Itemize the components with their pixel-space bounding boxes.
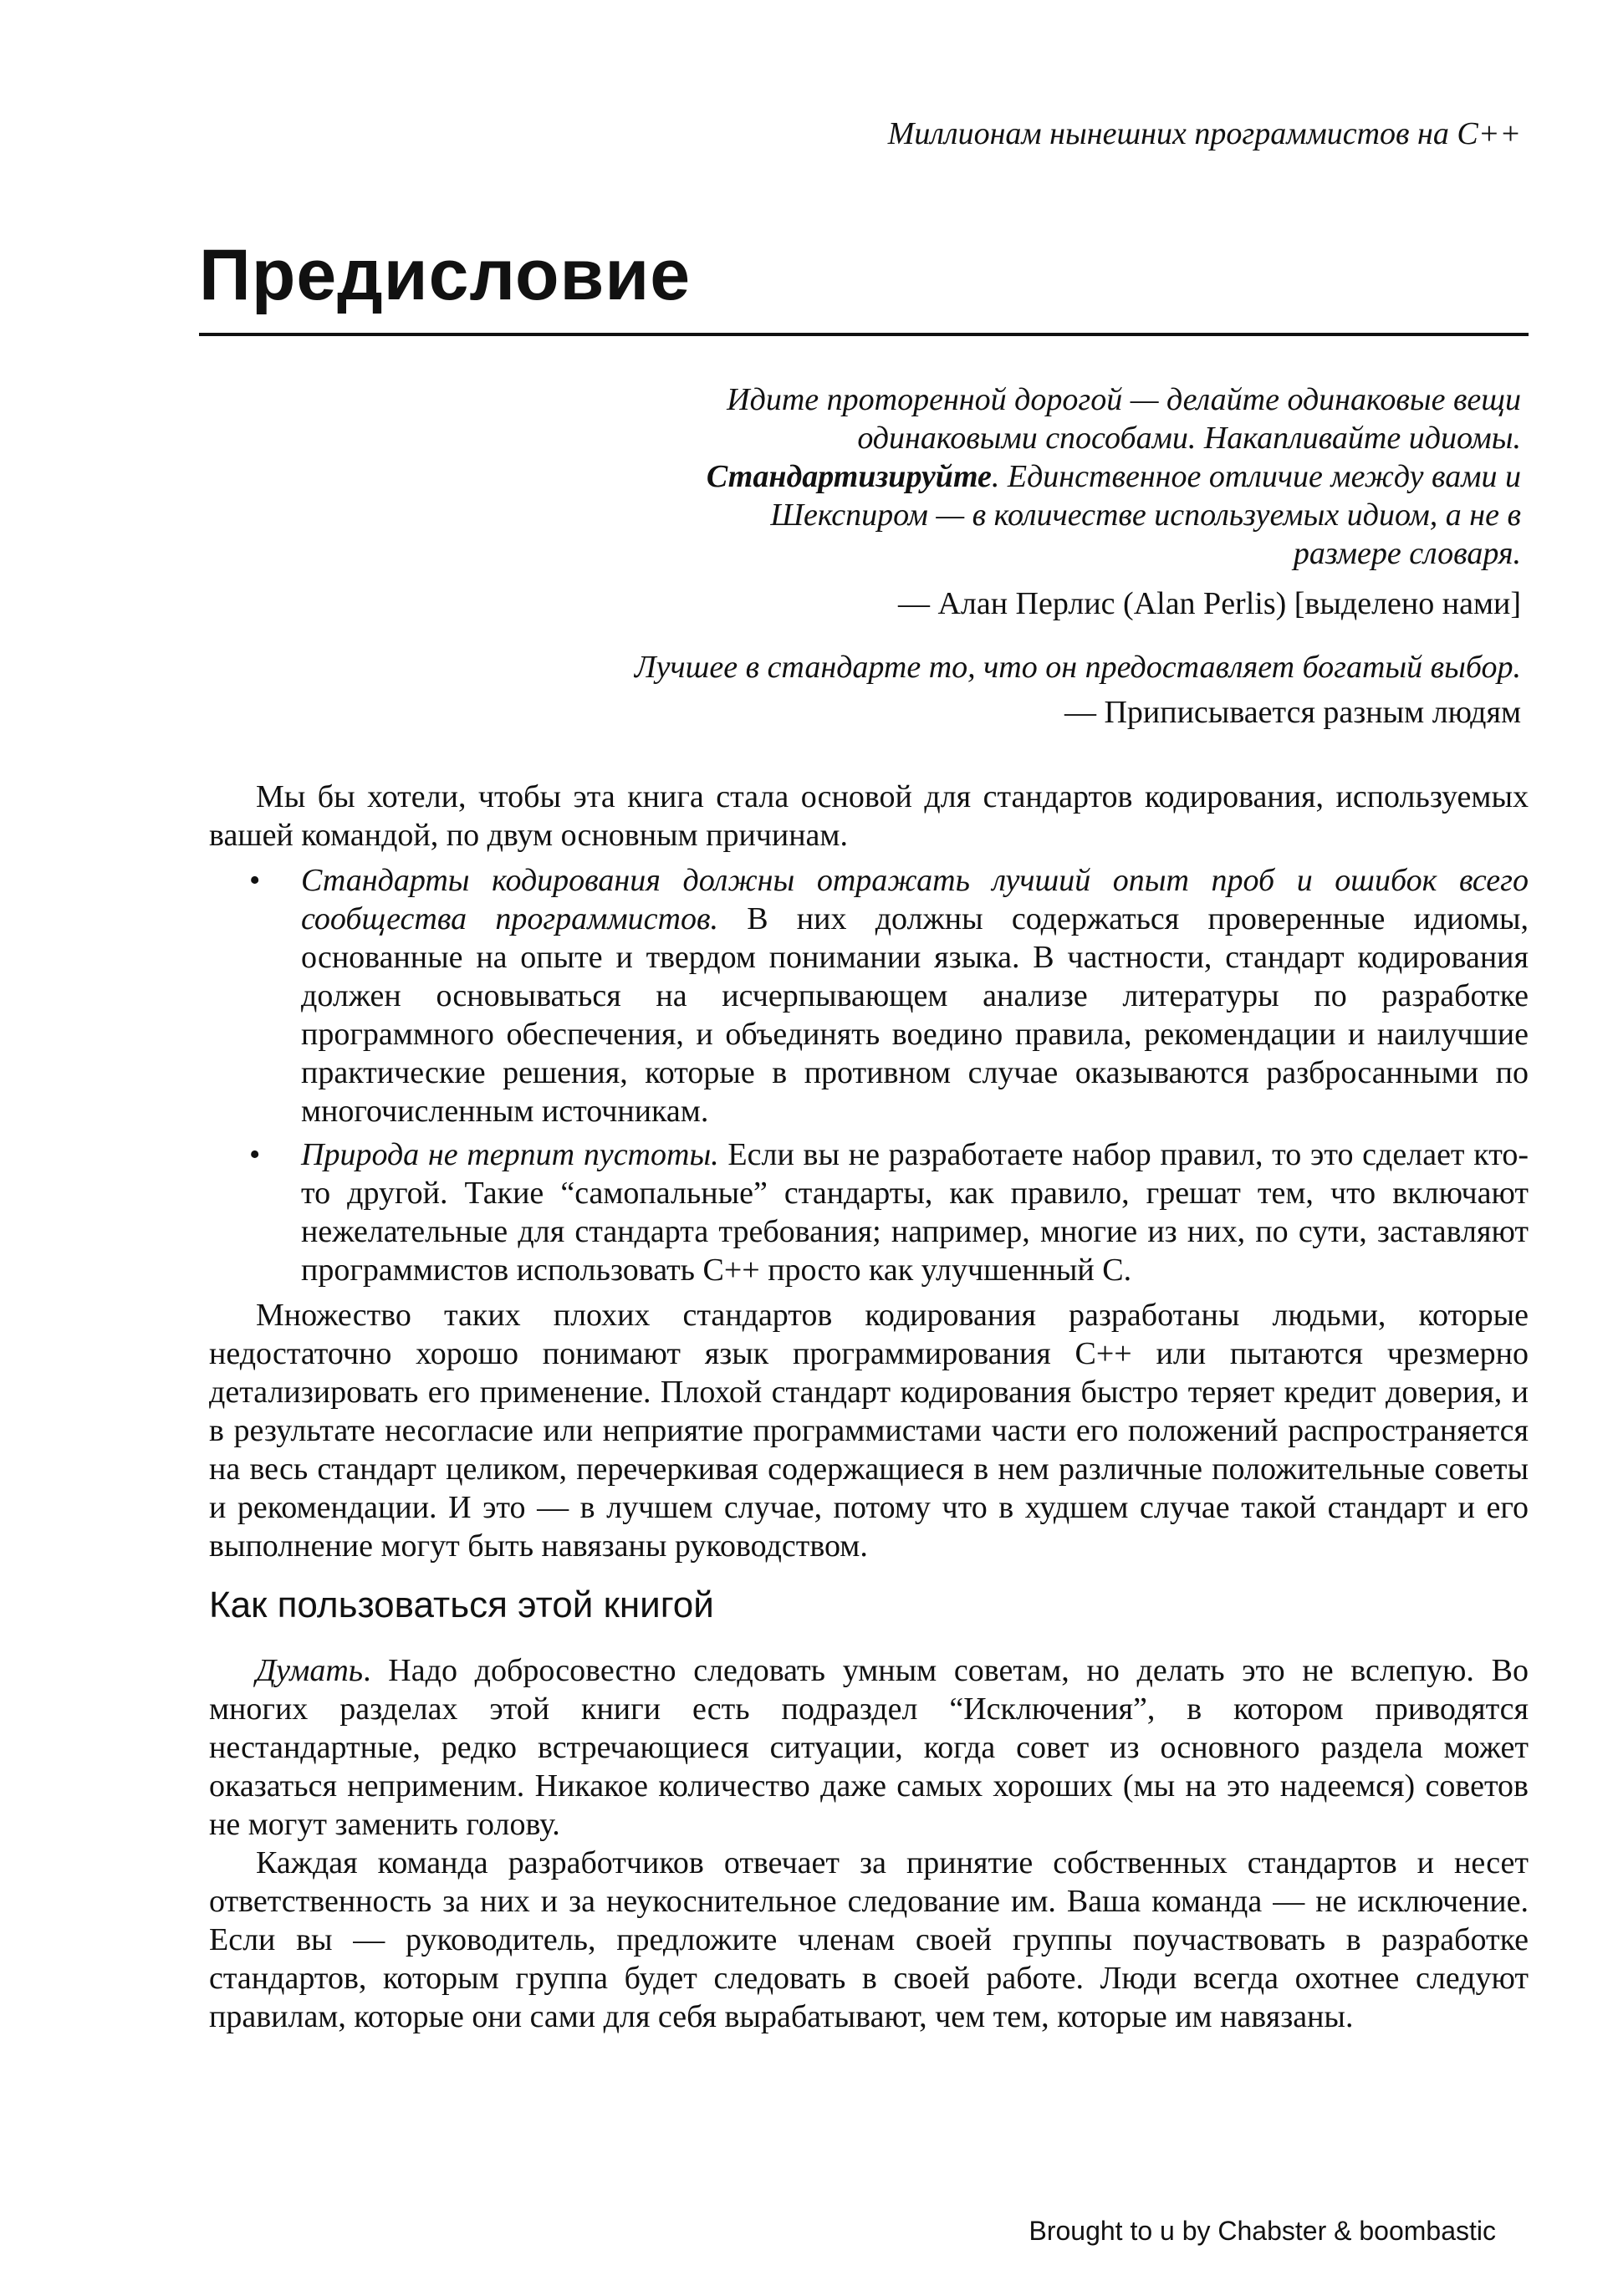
reason-item bbox=[209, 1135, 1529, 1289]
epigraph-attribution: — Алан Перлис (Alan Perlis) [выделено нами] bbox=[897, 586, 1521, 621]
think-lead: Думать bbox=[256, 1653, 364, 1688]
epigraph-quote-text-end: . Единственное отличие между вами и Шекспиром — в количестве используемых идиом, а не в размере словаря. bbox=[770, 459, 1521, 571]
reasons-list bbox=[209, 861, 1529, 1289]
preface-body bbox=[209, 778, 1529, 1565]
usage-body bbox=[209, 1651, 1529, 2036]
bad-standards-paragraph: Множество таких плохих стандартов кодирования разработаны людьми, которые недостаточно хорошо понимают язык программирования С++ или пытаются чрезмерно детализировать его применение. Плохой стандарт кодирования быстро теряет кредит доверия, и в результате несогласие или неприятие программистами части его положений распространяется на весь стандарт целиком, перечеркивая содержащиеся в нем различные положительные советы и рекомендации. И это — в лучшем случае, потому что в худшем случае такой стандарт и его выполнение могут быть навязаны руководством. bbox=[209, 1298, 1529, 1564]
think-paragraph bbox=[209, 1651, 1529, 1844]
chapter-title: Предисловие bbox=[199, 235, 692, 315]
intro-paragraph: Мы бы хотели, чтобы эта книга стала основой для стандартов кодирования, используемых вашей командой, по двум основным причинам. bbox=[209, 779, 1529, 853]
reason-text: Если вы не разработаете набор правил, то это сделает кто-то другой. Такие “самопальные” стандарты, как правило, грешат тем, что включают нежелательные для стандарта требования; например, многие из них, по сути, заставляют программистов использовать С++ просто как улучшенный С. bbox=[301, 1137, 1529, 1288]
reason-lead: Стандарты кодирования должны отражать лучший опыт проб и ошибок всего сообщества программистов. bbox=[301, 863, 1529, 936]
reason-lead: Природа не терпит пустоты. bbox=[301, 1137, 719, 1172]
epigraph-quote-emphasis: Стандартизируйте bbox=[706, 459, 992, 494]
running-head: Миллионам нынешних программистов на С++ bbox=[887, 116, 1521, 151]
reason-text: В них должны содержаться проверенные идиомы, основанные на опыте и твердом понимании языка. В частности, стандарт кодирования должен основываться на исчерпывающем анализе литературы по разработке программного обеспечения, и объединять воедино правила, рекомендации и наилучшие практические решения, которые в противном случае оказываются разбросанными по многочисленным источникам. bbox=[301, 901, 1529, 1129]
epigraph-attribution: — Приписывается разным людям bbox=[1064, 695, 1521, 730]
think-text: . Надо добросовестно следовать умным советам, но делать это не вслепую. Во многих разделах этой книги есть подраздел “Исключения”, в котором приводятся нестандартные, редко встречающиеся ситуации, когда совет из основного раздела может оказаться неприменим. Никакое количество даже самых хороших (мы на это надеемся) советов не могут заменить голову. bbox=[209, 1653, 1529, 1842]
title-rule bbox=[199, 333, 1529, 336]
epigraph-quote: Лучшее в стандарте то, что он предоставляет богатый выбор. bbox=[634, 650, 1521, 685]
epigraph-quote bbox=[676, 380, 1521, 573]
reason-item bbox=[209, 861, 1529, 1130]
epigraph-anonymous bbox=[518, 648, 1521, 732]
footer-credit: Brought to u by Chabster & boombastic bbox=[1029, 2216, 1496, 2246]
team-paragraph: Каждая команда разработчиков отвечает за принятие собственных стандартов и несет ответственность за них и за неукоснительное следование им. Ваша команда — не исключение. Если вы — руководитель, предложите членам своей группы поучаствовать в разработке стандартов, которым группа будет следовать в своей работе. Люди всегда охотнее следуют правилам, которые они сами для себя вырабатывают, чем тем, которые им навязаны. bbox=[209, 1845, 1529, 2034]
epigraph-quote-text: Идите проторенной дорогой — делайте одинаковые вещи одинаковыми способами. Накапливайте идиомы. bbox=[727, 382, 1521, 456]
epigraph-perlis bbox=[676, 380, 1521, 623]
section-heading: Как пользоваться этой книгой bbox=[209, 1584, 714, 1625]
